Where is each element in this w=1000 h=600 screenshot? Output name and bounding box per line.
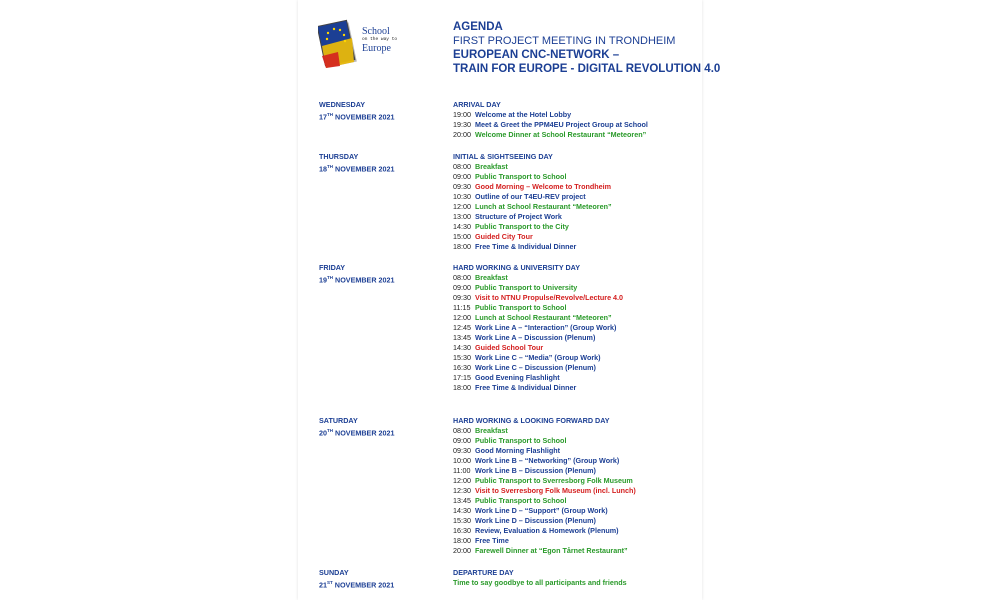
event-time: 13:00	[453, 212, 471, 221]
event-text: Breakfast	[475, 162, 508, 171]
event-row	[453, 446, 636, 456]
event-text: Public Transport to the City	[475, 222, 569, 231]
event-row	[453, 466, 636, 476]
event-time: 10:00	[453, 456, 471, 465]
event-time: 11:15	[453, 303, 471, 312]
day-label-thursday	[319, 152, 395, 174]
event-text: Public Transport to School	[475, 496, 567, 505]
event-row	[453, 120, 648, 130]
month: NOVEMBER 2021	[335, 275, 395, 285]
schedule-friday	[453, 263, 623, 393]
day-label-sunday	[319, 568, 394, 590]
event-text: Public Transport to School	[475, 172, 567, 181]
event-text: Visit to Sverresborg Folk Museum (incl. Lunch)	[475, 486, 636, 495]
event-row	[453, 212, 612, 222]
weekday: THURSDAY	[319, 152, 359, 161]
event-time: 20:00	[453, 130, 471, 139]
event-row	[453, 162, 612, 172]
month: NOVEMBER 2021	[335, 112, 395, 122]
event-time: 12:00	[453, 202, 471, 211]
event-text: Work Line C – “Media” (Group Work)	[475, 353, 601, 362]
day-label-saturday	[319, 416, 395, 438]
logo-text-school: School	[362, 26, 390, 37]
day-number: 21	[319, 580, 327, 590]
program-title: TRAIN FOR EUROPE - DIGITAL REVOLUTION 4.0	[453, 63, 721, 75]
schedule-sunday	[453, 568, 627, 588]
event-time: 18:00	[453, 536, 471, 545]
event-row	[453, 273, 623, 283]
event-text: Work Line A – Discussion (Plenum)	[475, 333, 596, 342]
event-text: Review, Evaluation & Homework (Plenum)	[475, 526, 619, 535]
school-on-the-way-to-europe-logo	[318, 16, 410, 70]
event-row	[453, 578, 627, 588]
event-text: Lunch at School Restaurant “Meteoren”	[475, 313, 612, 322]
day-header: DEPARTURE DAY	[453, 568, 514, 577]
event-text: Breakfast	[475, 273, 508, 282]
weekday: WEDNESDAY	[319, 100, 366, 109]
logo-text-europe: Europe	[362, 43, 391, 54]
day-number: 18	[319, 164, 327, 174]
month: NOVEMBER 2021	[335, 428, 395, 438]
event-time: 16:30	[453, 526, 471, 535]
event-row	[453, 373, 623, 383]
schedule-saturday	[453, 416, 636, 556]
event-text: Welcome at the Hotel Lobby	[475, 110, 572, 119]
event-text: Work Line D – Discussion (Plenum)	[475, 516, 596, 525]
event-row	[453, 456, 636, 466]
day-number: 17	[319, 112, 327, 122]
event-text: Public Transport to Sverresborg Folk Museum	[475, 476, 633, 485]
logo-text-on-the-way: on the way to	[362, 37, 398, 42]
event-row	[453, 110, 648, 120]
event-time: 19:30	[453, 120, 471, 129]
day-label-wednesday	[319, 100, 395, 122]
event-text: Outline of our T4EU-REV project	[475, 192, 586, 201]
event-text: Free Time	[475, 536, 509, 545]
event-text: Meet & Greet the PPM4EU Project Group at School	[475, 120, 648, 129]
meeting-subtitle: FIRST PROJECT MEETING IN TRONDHEIM	[453, 35, 676, 47]
day-suffix: TH	[327, 112, 333, 117]
day-suffix: TH	[327, 275, 333, 280]
weekday: SUNDAY	[319, 568, 349, 577]
event-time: 20:00	[453, 546, 471, 555]
day-header: INITIAL & SIGHTSEEING DAY	[453, 152, 553, 161]
schedule-wednesday	[453, 100, 648, 140]
agenda-heading: AGENDA	[453, 21, 503, 33]
event-text: Structure of Project Work	[475, 212, 562, 221]
event-text: Free Time & Individual Dinner	[475, 383, 577, 392]
event-row	[453, 242, 612, 252]
event-time: 15:00	[453, 232, 471, 241]
event-text: Farewell Dinner at “Egon Tårnet Restaurant”	[475, 546, 628, 555]
event-text: Work Line D – “Support” (Group Work)	[475, 506, 608, 515]
event-text: Guided City Tour	[475, 232, 533, 241]
month: NOVEMBER 2021	[334, 580, 395, 590]
event-time: 17:15	[453, 373, 471, 382]
event-row	[453, 353, 623, 363]
event-time: 10:30	[453, 192, 471, 201]
day-suffix: ST	[327, 580, 333, 585]
event-time: 09:30	[453, 182, 471, 191]
event-text: Public Transport to School	[475, 436, 567, 445]
event-row	[453, 546, 636, 556]
schedule-thursday	[453, 152, 612, 252]
event-time: 08:00	[453, 426, 471, 435]
event-row	[453, 172, 612, 182]
event-row	[453, 232, 612, 242]
event-time: 18:00	[453, 242, 471, 251]
event-time: 14:30	[453, 506, 471, 515]
event-row	[453, 363, 623, 373]
event-row	[453, 130, 648, 140]
day-suffix: TH	[327, 164, 333, 169]
event-time: 09:30	[453, 446, 471, 455]
event-row	[453, 222, 612, 232]
event-text: Public Transport to University	[475, 283, 578, 292]
event-row	[453, 202, 612, 212]
event-row	[453, 283, 623, 293]
event-text: Visit to NTNU Propulse/Revolve/Lecture 4.0	[475, 293, 624, 302]
event-time: 09:00	[453, 436, 471, 445]
event-time: 12:30	[453, 486, 471, 495]
event-time: 09:00	[453, 283, 471, 292]
event-row	[453, 506, 636, 516]
event-time: 13:45	[453, 333, 471, 342]
event-time: 12:45	[453, 323, 471, 332]
event-time: 14:30	[453, 343, 471, 352]
event-text: Time to say goodbye to all participants and friends	[453, 578, 627, 587]
network-title: EUROPEAN CNC-NETWORK –	[453, 49, 620, 61]
event-text: Breakfast	[475, 426, 508, 435]
event-row	[453, 383, 623, 393]
event-time: 12:00	[453, 476, 471, 485]
day-label-friday	[319, 263, 395, 285]
event-text: Work Line C – Discussion (Plenum)	[475, 363, 596, 372]
event-text: Welcome Dinner at School Restaurant “Meteoren”	[475, 130, 647, 139]
event-row	[453, 476, 636, 486]
agenda-title-block	[453, 20, 720, 76]
day-header: HARD WORKING & UNIVERSITY DAY	[453, 263, 580, 272]
event-time: 08:00	[453, 273, 471, 282]
event-row	[453, 426, 636, 436]
event-row	[453, 333, 623, 343]
event-row	[453, 192, 612, 202]
event-text: Work Line B – “Networking” (Group Work)	[475, 456, 620, 465]
event-row	[453, 182, 612, 192]
event-text: Free Time & Individual Dinner	[475, 242, 577, 251]
event-time: 09:00	[453, 172, 471, 181]
event-time: 15:30	[453, 516, 471, 525]
weekday: FRIDAY	[319, 263, 346, 272]
event-row	[453, 323, 623, 333]
event-time: 18:00	[453, 383, 471, 392]
event-text: Work Line B – Discussion (Plenum)	[475, 466, 596, 475]
weekday: SATURDAY	[319, 416, 358, 425]
event-text: Guided School Tour	[475, 343, 544, 352]
event-text: Good Evening Flashlight	[475, 373, 560, 382]
event-row	[453, 496, 636, 506]
event-time: 08:00	[453, 162, 471, 171]
event-time: 12:00	[453, 313, 471, 322]
day-header: HARD WORKING & LOOKING FORWARD DAY	[453, 416, 610, 425]
event-row	[453, 536, 636, 546]
event-text: Public Transport to School	[475, 303, 567, 312]
event-row	[453, 303, 623, 313]
day-number: 20	[319, 428, 327, 438]
day-suffix: TH	[327, 428, 333, 433]
event-time: 19:00	[453, 110, 471, 119]
event-time: 15:30	[453, 353, 471, 362]
event-row	[453, 313, 623, 323]
event-text: Lunch at School Restaurant “Meteoren”	[475, 202, 612, 211]
month: NOVEMBER 2021	[335, 164, 395, 174]
event-row	[453, 436, 636, 446]
event-row	[453, 516, 636, 526]
day-header: ARRIVAL DAY	[453, 100, 501, 109]
event-text: Work Line A – “Interaction” (Group Work)	[475, 323, 617, 332]
event-text: Good Morning Flashlight	[475, 446, 561, 455]
event-time: 09:30	[453, 293, 471, 302]
event-row	[453, 293, 623, 303]
event-row	[453, 343, 623, 353]
event-time: 13:45	[453, 496, 471, 505]
event-row	[453, 486, 636, 496]
event-text: Good Morning – Welcome to Trondheim	[475, 182, 612, 191]
event-time: 11:00	[453, 466, 471, 475]
event-time: 14:30	[453, 222, 471, 231]
day-number: 19	[319, 275, 327, 285]
event-row	[453, 526, 636, 536]
event-time: 16:30	[453, 363, 471, 372]
